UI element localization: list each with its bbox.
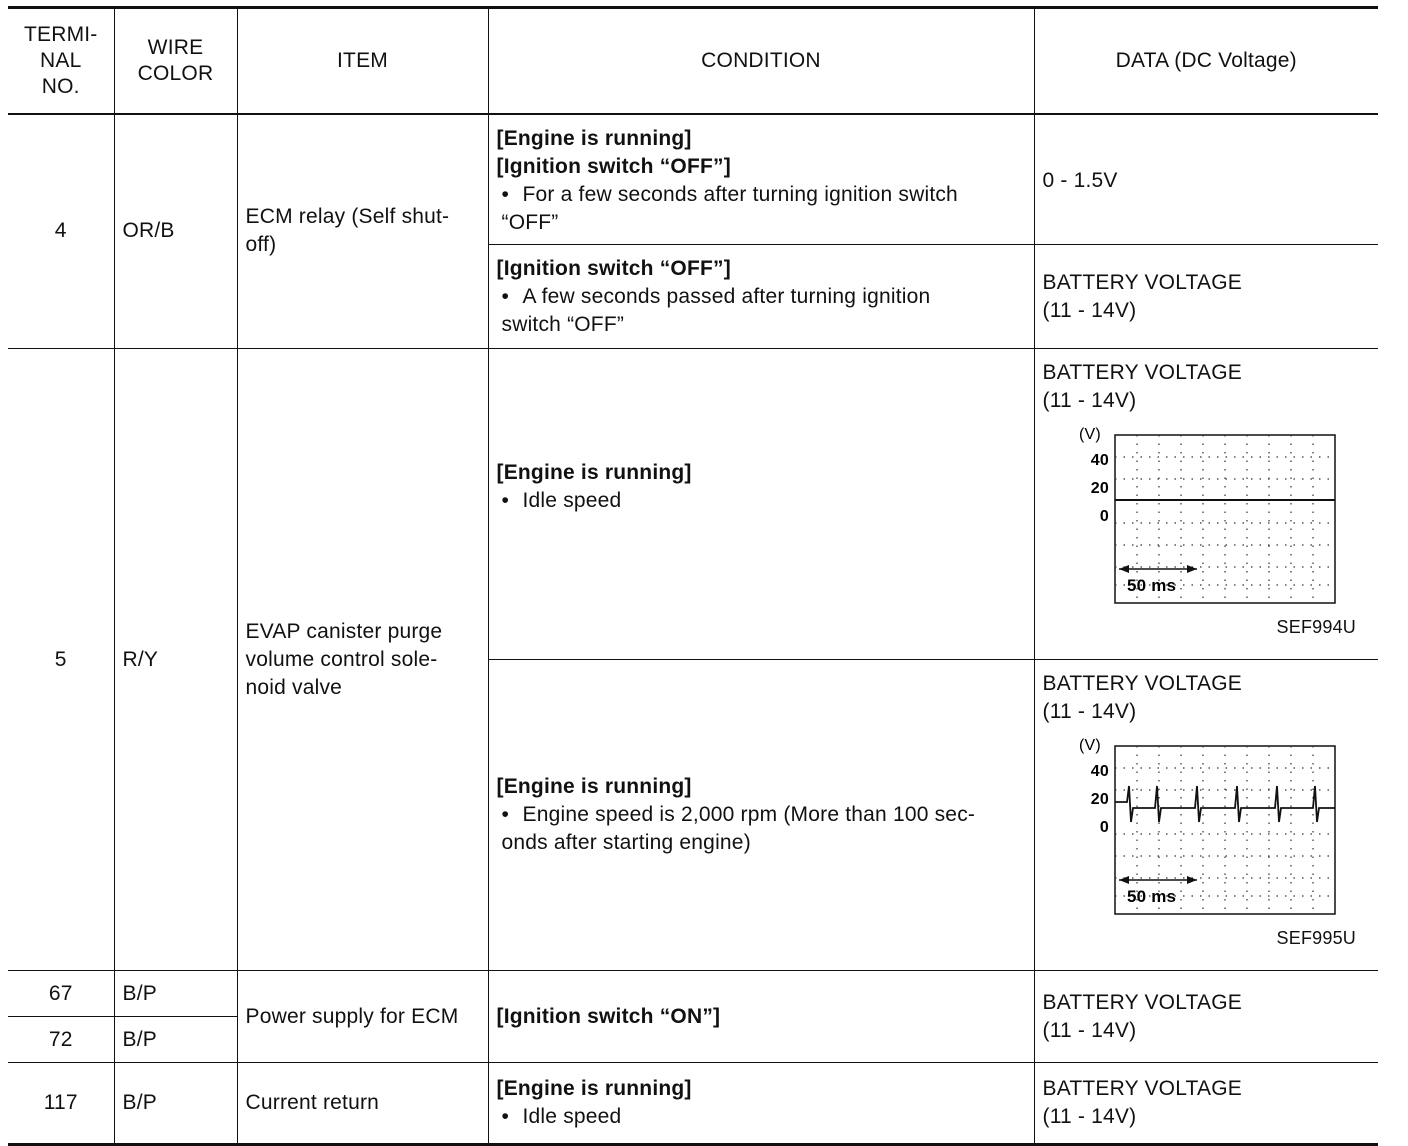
wire-color: B/P [114, 1063, 237, 1145]
terminal-number: 72 [8, 1017, 114, 1063]
signal-trace [1115, 786, 1335, 822]
y-tick-label: 20 [1090, 791, 1109, 808]
oscilloscope-waveform-idle [1079, 425, 1337, 605]
header-row [8, 8, 1378, 114]
header-data: DATA (DC Voltage) [1034, 8, 1378, 114]
bullet-item: • Idle speed [497, 487, 1028, 515]
ecm-terminal-table [8, 6, 1378, 1146]
y-tick-label: 40 [1090, 452, 1109, 469]
header-condition: CONDITION [488, 8, 1034, 114]
time-scale-arrow [1119, 565, 1197, 573]
wire-color: R/Y [114, 349, 237, 971]
y-tick-label: 0 [1099, 508, 1109, 525]
bullet-icon: • [501, 182, 510, 206]
time-scale-label: 50 ms [1126, 887, 1176, 906]
figure-code: SEF994U [1276, 617, 1356, 637]
bullet-item: • Engine speed is 2,000 rpm (More than 100 sec- [497, 801, 1028, 829]
wire-color: OR/B [114, 114, 237, 349]
condition-cell: [Ignition switch “OFF”] • A few seconds passed after turning ignition switch “OFF” [488, 245, 1034, 349]
terminal-number: 117 [8, 1063, 114, 1145]
table-row [8, 349, 1378, 660]
table-row [8, 971, 1378, 1017]
y-tick-label: 0 [1099, 819, 1109, 836]
bullet-icon: • [501, 803, 510, 826]
condition-cell: [Ignition switch “ON”] [488, 971, 1034, 1063]
time-scale-arrow [1119, 876, 1197, 884]
wire-color: B/P [114, 1017, 237, 1063]
bullet-icon: • [501, 489, 510, 512]
condition-cell: [Engine is running] • Idle speed [488, 1063, 1034, 1145]
data-cell [1034, 660, 1378, 971]
condition-cell: [Engine is running] • Idle speed [488, 349, 1034, 660]
data-value: BATTERY VOLTAGE [1042, 672, 1242, 695]
item-description: Power supply for ECM [237, 971, 488, 1063]
header-item: ITEM [237, 8, 488, 114]
bullet-icon: • [501, 1105, 510, 1128]
data-value: BATTERY VOLTAGE (11 - 14V) [1034, 1063, 1378, 1145]
unit-label: (V) [1078, 737, 1101, 754]
condition-cell: [Engine is running] [Ignition switch “OFF”] • For a few seconds after turning ignition switch “OFF” [488, 114, 1034, 245]
item-description: Current return [237, 1063, 488, 1145]
table-row [8, 114, 1378, 245]
terminal-number: 67 [8, 971, 114, 1017]
bullet-icon: • [501, 285, 510, 308]
condition-cell: [Engine is running] • Engine speed is 2,000 rpm (More than 100 sec- onds after starting engine) [488, 660, 1034, 971]
unit-label: (V) [1078, 426, 1101, 443]
terminal-number: 5 [8, 349, 114, 971]
data-value: BATTERY VOLTAGE (11 - 14V) [1034, 971, 1378, 1063]
data-value: (11 - 14V) [1042, 700, 1137, 723]
wire-color: B/P [114, 971, 237, 1017]
y-tick-label: 20 [1090, 480, 1109, 497]
header-terminal: TERMI- NAL NO. [8, 8, 114, 114]
table-row [8, 1063, 1378, 1145]
time-scale-label: 50 ms [1126, 576, 1176, 595]
item-description: ECM relay (Self shut- off) [237, 114, 488, 349]
data-cell [1034, 349, 1378, 660]
data-value: BATTERY VOLTAGE [1042, 361, 1242, 384]
data-value: BATTERY VOLTAGE (11 - 14V) [1034, 245, 1378, 349]
y-tick-label: 40 [1090, 763, 1109, 780]
figure-code: SEF995U [1276, 928, 1356, 948]
terminal-number: 4 [8, 114, 114, 349]
header-wire-color: WIRE COLOR [114, 8, 237, 114]
bullet-item: • A few seconds passed after turning ignition [497, 283, 1028, 311]
oscilloscope-waveform-2000rpm [1079, 736, 1337, 916]
data-value: 0 - 1.5V [1034, 114, 1378, 245]
bullet-item: • Idle speed [497, 1103, 1028, 1131]
item-description: EVAP canister purge volume control sole- noid valve [237, 349, 488, 971]
data-value: (11 - 14V) [1042, 389, 1137, 412]
bullet-item: • For a few seconds after turning ignition switch [497, 181, 1028, 209]
